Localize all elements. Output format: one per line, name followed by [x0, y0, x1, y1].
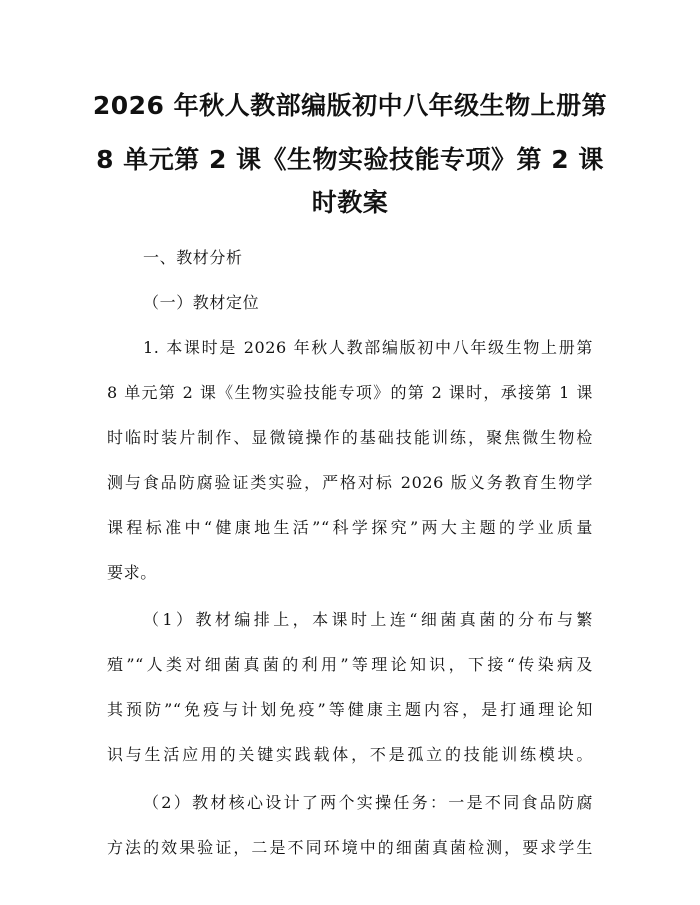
document-title-line-1: 2026 年秋人教部编版初中八年级生物上册第: [92, 91, 608, 120]
paragraph-1-line: 时临时装片制作、显微镜操作的基础技能训练，聚焦微生物检: [107, 428, 593, 447]
paragraph-2-line: 其预防”“免疫与计划免疫”等健康主题内容，是打通理论知: [107, 700, 593, 719]
paragraph-1-line: 8 单元第 2 课《生物实验技能专项》的第 2 课时，承接第 1 课: [107, 383, 593, 402]
paragraph-2-line: 殖”“人类对细菌真菌的利用”等理论知识，下接“传染病及: [107, 655, 593, 674]
document-title-line-3: 时教案: [311, 188, 389, 217]
subsection-heading: （一）教材定位: [143, 293, 260, 312]
paragraph-1-line: 要求。: [107, 563, 157, 582]
section-heading: 一、教材分析: [143, 248, 243, 267]
paragraph-3-line: （2）教材核心设计了两个实操任务：一是不同食品防腐: [143, 793, 593, 812]
paragraph-2-line: 识与生活应用的关键实践载体，不是孤立的技能训练模块。: [107, 745, 593, 764]
paragraph-2-line: （1）教材编排上，本课时上连“细菌真菌的分布与繁: [143, 610, 593, 629]
paragraph-3-line: 方法的效果验证，二是不同环境中的细菌真菌检测，要求学生: [107, 838, 593, 857]
document-title-line-2: 8 单元第 2 课《生物实验技能专项》第 2 课: [96, 145, 604, 174]
paragraph-1-line: 课程标准中“健康地生活”“科学探究”两大主题的学业质量: [107, 518, 593, 537]
paragraph-1-line: 1. 本课时是 2026 年秋人教部编版初中八年级生物上册第: [143, 338, 593, 357]
paragraph-1-line: 测与食品防腐验证类实验，严格对标 2026 版义务教育生物学: [107, 473, 593, 492]
